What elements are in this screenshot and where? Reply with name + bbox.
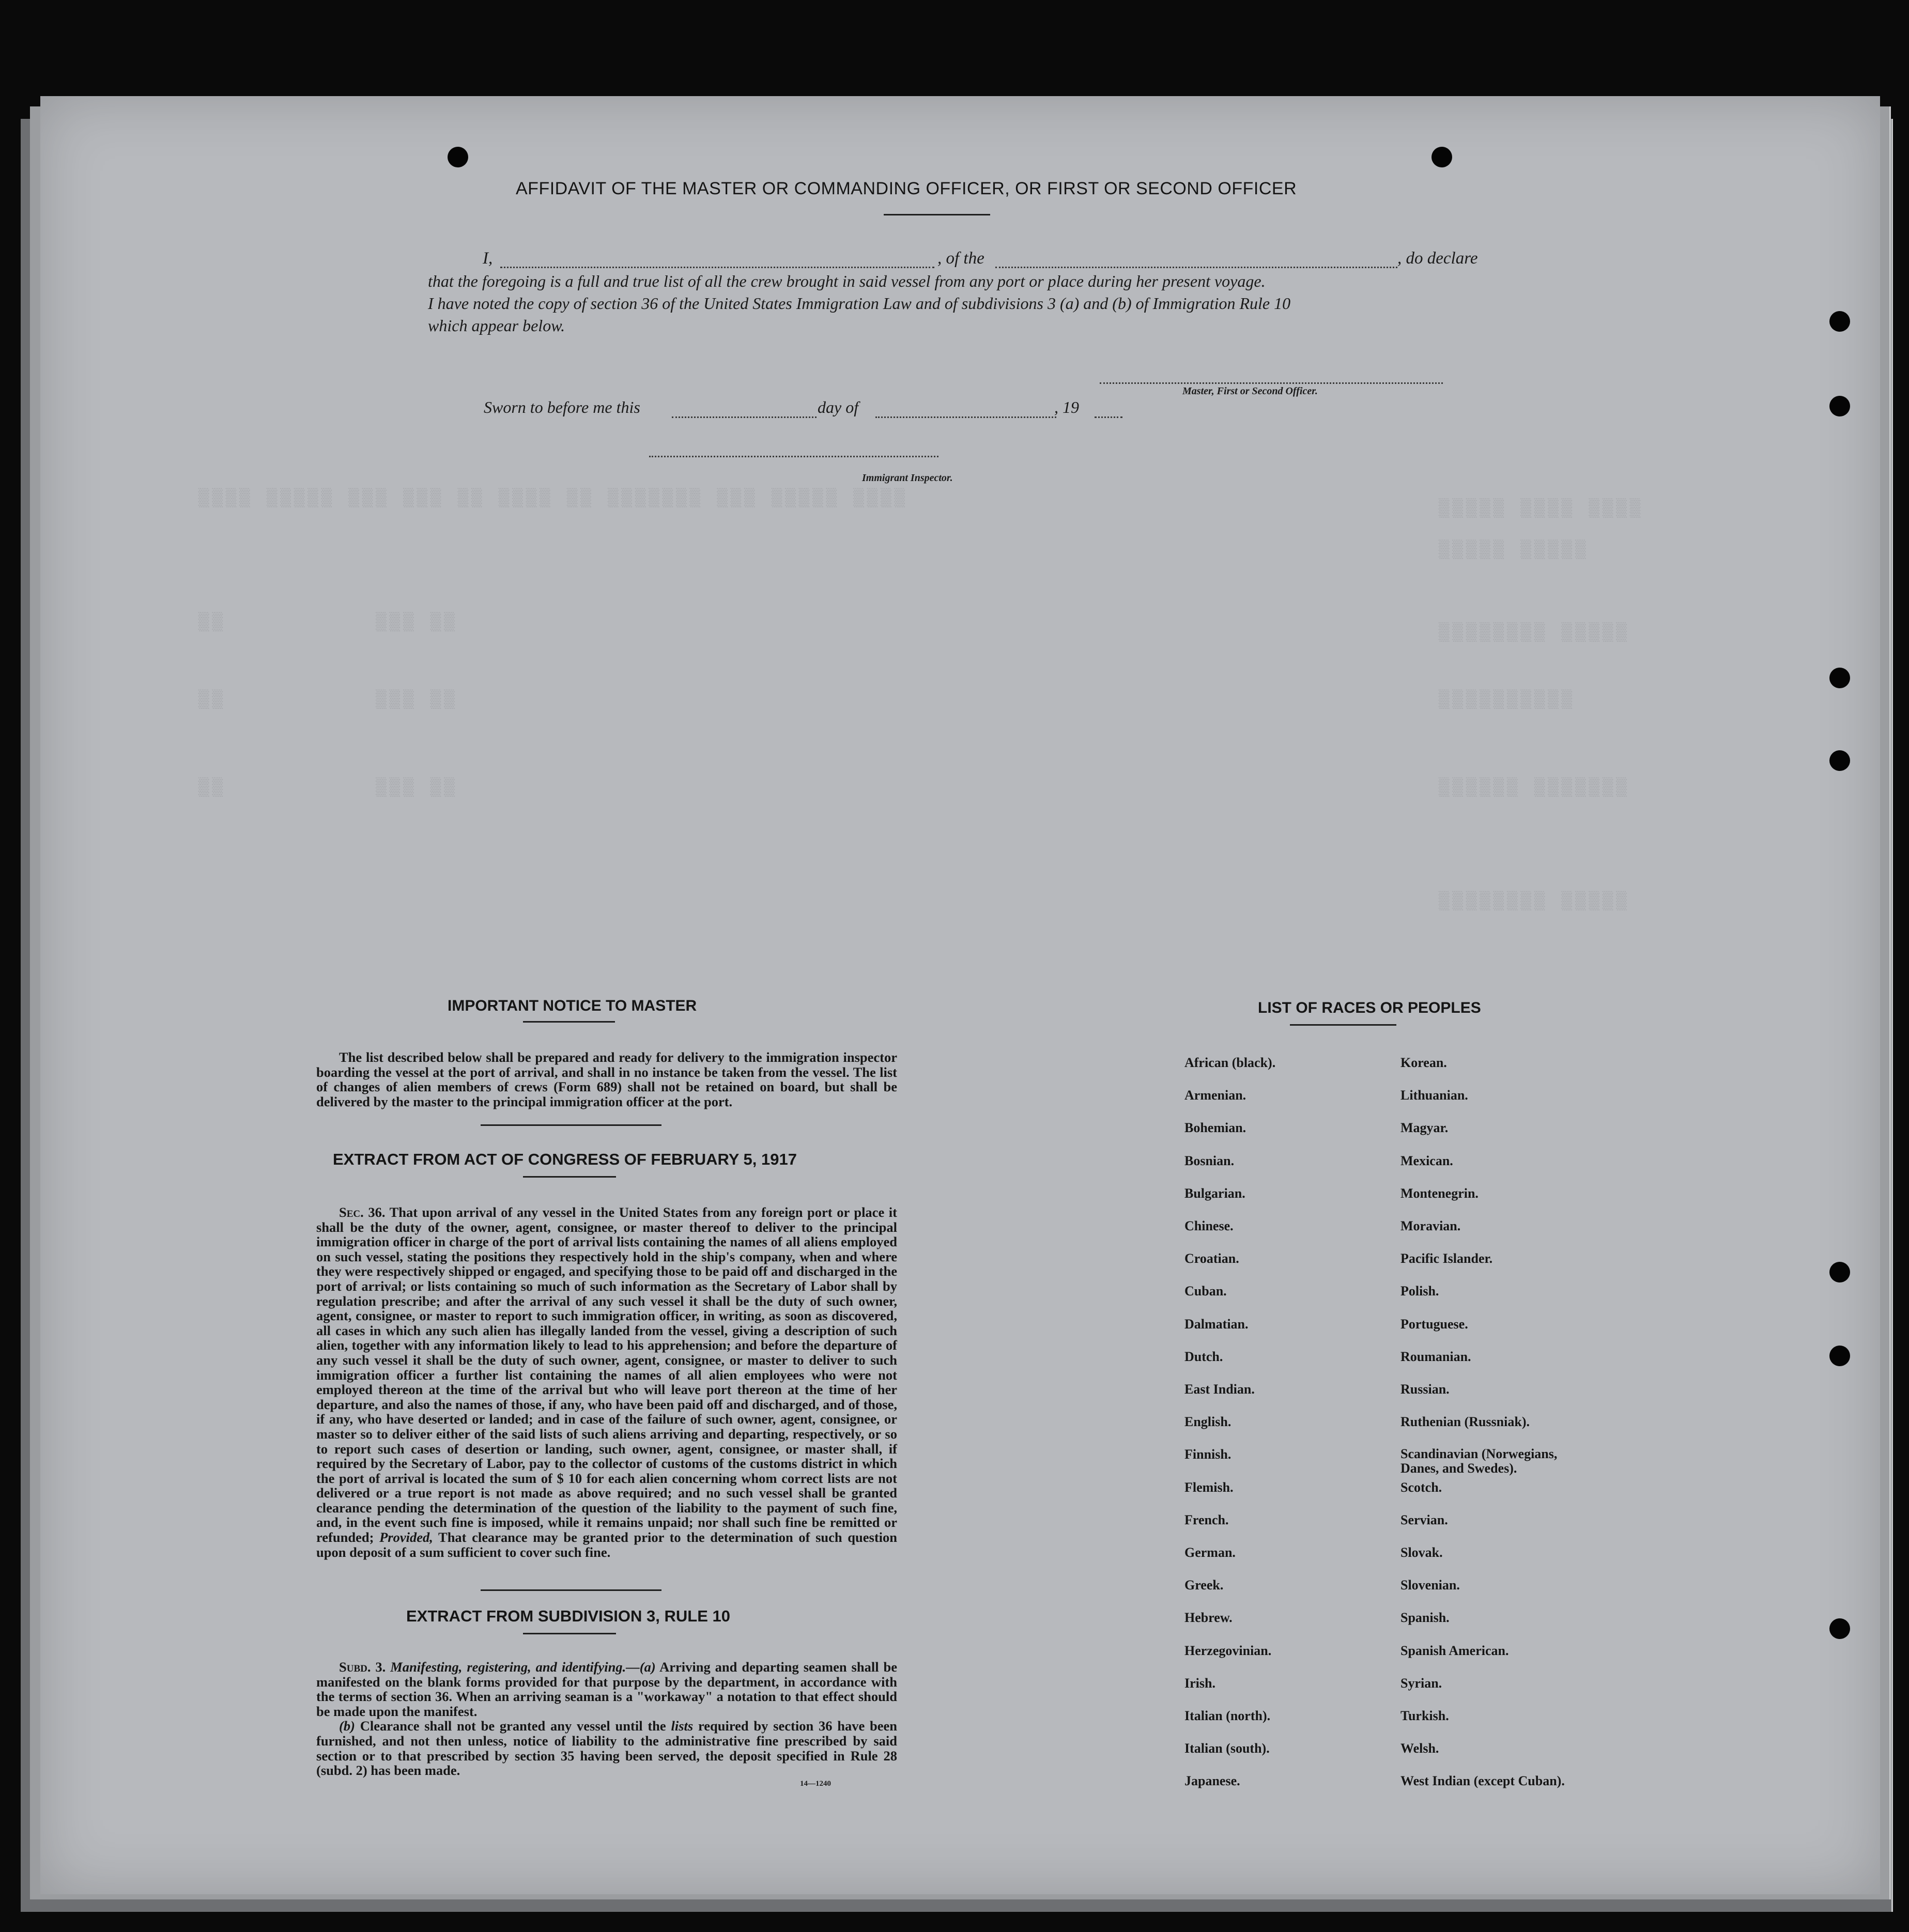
race-item: West Indian (except Cuban). xyxy=(1400,1773,1565,1789)
sworn-day-field[interactable] xyxy=(672,416,817,418)
punch-hole xyxy=(1829,311,1850,332)
race-item: Dutch. xyxy=(1184,1349,1223,1364)
race-item: Scandinavian (Norwegians, Danes, and Swedes). xyxy=(1400,1446,1558,1476)
race-item: African (black). xyxy=(1184,1055,1276,1070)
inspector-label: Immigrant Inspector. xyxy=(862,472,953,484)
rule10-heading-rule xyxy=(523,1633,616,1634)
races-heading-rule xyxy=(1290,1024,1396,1026)
officer-signature-field[interactable] xyxy=(1100,382,1443,384)
act-body xyxy=(316,1205,897,1559)
race-item: Spanish. xyxy=(1400,1610,1450,1626)
affidavit-line-2: that the foregoing is a full and true list of all the crew brought in said vessel from any port or place during her present voyage. xyxy=(428,272,1266,290)
race-item: Bulgarian. xyxy=(1184,1185,1245,1201)
vessel-name-field[interactable] xyxy=(995,267,1397,268)
affidavit-of-the: , of the xyxy=(937,249,984,268)
affidavit-do-declare: , do declare xyxy=(1397,249,1478,268)
race-item: Herzegovinian. xyxy=(1184,1643,1272,1658)
punch-hole xyxy=(1829,1618,1850,1639)
race-item: Scotch. xyxy=(1400,1479,1442,1495)
inspector-signature-field[interactable] xyxy=(649,456,938,457)
rule10-subd-label: Subd. 3. xyxy=(339,1659,386,1675)
punch-hole xyxy=(1829,1262,1850,1282)
notice-heading: IMPORTANT NOTICE TO MASTER xyxy=(448,997,697,1014)
form-number: 14—1240 xyxy=(800,1780,831,1788)
rule10-subd-title: Manifesting, registering, and identifying.—(a) xyxy=(390,1659,656,1675)
race-item: Greek. xyxy=(1184,1578,1224,1593)
notice-text: The list described below shall be prepared and ready for delivery to the immigration inspector boarding the vessel at the port of arrival, and shall in no instance be taken from the vessel. The list of changes of alien members of crews (Form 689) shall not be retained on board, but shall be delivered by the master to the principal immigration officer at the port. xyxy=(316,1049,897,1109)
bleed-through-texture: ▒▒ ▒▒▒ ▒▒ xyxy=(195,778,455,798)
punch-hole xyxy=(1829,750,1850,771)
bleed-through-texture: ▒▒ ▒▒▒ ▒▒ xyxy=(195,690,455,710)
race-item: Dalmatian. xyxy=(1184,1316,1249,1332)
race-item: Moravian. xyxy=(1400,1218,1461,1233)
race-item: Mexican. xyxy=(1400,1153,1453,1168)
race-item: French. xyxy=(1184,1512,1229,1527)
bleed-through-texture: ▒▒▒▒▒ ▒▒▒▒▒ xyxy=(1436,540,1586,560)
race-item: Slovak. xyxy=(1400,1545,1443,1560)
race-item: East Indian. xyxy=(1184,1382,1255,1397)
bleed-through-texture: ▒▒▒▒ ▒▒▒▒ ▒▒▒▒▒ xyxy=(1436,499,1641,519)
race-item: Flemish. xyxy=(1184,1479,1234,1495)
act-divider xyxy=(481,1589,661,1591)
race-item: Korean. xyxy=(1400,1055,1447,1070)
sworn-year-field[interactable] xyxy=(1095,416,1122,418)
race-item: Croatian. xyxy=(1184,1251,1239,1266)
races-heading: LIST OF RACES OR PEOPLES xyxy=(1258,999,1481,1016)
rule10-text-a: Arriving and departing seamen shall be manifested on the blank forms provided for that purpose by the department, in accordance with the terms of section 36. When an arriving seaman is a "workaway" a notation to that effect should be made upon the manifest. xyxy=(316,1659,897,1719)
race-item: Italian (north). xyxy=(1184,1708,1271,1723)
notice-heading-rule xyxy=(523,1021,615,1023)
rule10-lists: lists xyxy=(671,1718,694,1734)
bleed-through-texture: ▒▒▒▒▒ ▒▒▒▒▒▒▒▒ xyxy=(1436,892,1627,911)
race-item: Turkish. xyxy=(1400,1708,1449,1723)
punch-hole xyxy=(1829,668,1850,688)
race-item: Ruthenian (Russniak). xyxy=(1400,1414,1530,1430)
year-label: , 19 xyxy=(1054,398,1079,416)
race-item: Montenegrin. xyxy=(1400,1185,1479,1201)
day-of-label: day of xyxy=(818,398,859,416)
signature-label: Master, First or Second Officer. xyxy=(1182,385,1318,397)
punch-hole xyxy=(448,147,468,167)
race-item: Bohemian. xyxy=(1184,1120,1246,1136)
affidavit-line-4: which appear below. xyxy=(428,316,565,335)
race-item: Lithuanian. xyxy=(1400,1088,1468,1103)
race-item: Slovenian. xyxy=(1400,1578,1460,1593)
rule10-heading: EXTRACT FROM SUBDIVISION 3, RULE 10 xyxy=(406,1607,730,1625)
sworn-month-field[interactable] xyxy=(875,416,1056,418)
race-item: Cuban. xyxy=(1184,1284,1227,1299)
act-section-label: Sec. 36. xyxy=(339,1204,386,1220)
affidavit-i-label: I, xyxy=(483,249,493,268)
act-provided: Provided, xyxy=(379,1529,433,1545)
race-item: Irish. xyxy=(1184,1675,1215,1691)
punch-hole xyxy=(1829,1346,1850,1366)
race-item: Roumanian. xyxy=(1400,1349,1471,1364)
race-item: Finnish. xyxy=(1184,1447,1231,1462)
affidavit-title: AFFIDAVIT OF THE MASTER OR COMMANDING OFFICER, OR FIRST OR SECOND OFFICER xyxy=(516,179,1297,198)
act-text-b: That clearance may be granted prior to the determination of such question upon deposit of a sum sufficient to cover such fine. xyxy=(316,1529,897,1560)
race-item: Japanese. xyxy=(1184,1773,1240,1789)
race-item: Syrian. xyxy=(1400,1675,1442,1691)
rule10-text-b1: Clearance shall not be granted any vessel until the xyxy=(360,1718,666,1734)
race-item: Portuguese. xyxy=(1400,1316,1468,1332)
race-item: Welsh. xyxy=(1400,1741,1439,1756)
race-item: German. xyxy=(1184,1545,1236,1560)
affidavit-title-rule xyxy=(884,214,990,215)
race-item: Russian. xyxy=(1400,1382,1450,1397)
bleed-through-texture: ▒▒▒▒▒▒▒ ▒▒▒▒▒▒ xyxy=(1436,778,1627,798)
race-item: Chinese. xyxy=(1184,1218,1234,1233)
race-item: Spanish American. xyxy=(1400,1643,1509,1658)
race-item: Magyar. xyxy=(1400,1120,1449,1136)
race-item: Servian. xyxy=(1400,1512,1448,1527)
bleed-through-texture: ▒▒ ▒▒▒ ▒▒ xyxy=(195,613,455,632)
rule10-text-b2: required by section 36 have been furnished, and not then unless, notice of liability to the administrative fine prescribed by said section or to that prescribed by section 35 having been served, the deposit specified in Rule 28 (subd. 2) has been made. xyxy=(316,1718,898,1779)
bleed-through-texture: ▒▒▒▒ ▒▒▒▒▒ ▒▒▒ ▒▒▒▒▒▒▒ ▒▒ ▒▒▒▒ ▒▒ ▒▒▒ ▒▒▒ ▒▒▒▒▒ ▒▒▒▒ xyxy=(195,489,905,508)
document-page xyxy=(40,96,1880,1894)
punch-hole xyxy=(1829,396,1850,416)
notice-body xyxy=(316,1050,897,1109)
race-item: Italian (south). xyxy=(1184,1741,1270,1756)
punch-hole xyxy=(1431,147,1452,167)
bleed-through-texture: ▒▒▒▒▒▒▒▒▒▒ xyxy=(1436,690,1573,710)
master-name-field[interactable] xyxy=(500,267,934,268)
sworn-label: Sworn to before me this xyxy=(484,398,640,416)
rule10-b-label: (b) xyxy=(339,1718,355,1734)
race-item: Bosnian. xyxy=(1184,1153,1235,1168)
notice-divider xyxy=(481,1124,661,1126)
act-heading-rule xyxy=(523,1176,616,1178)
race-item: English. xyxy=(1184,1414,1231,1430)
race-item: Polish. xyxy=(1400,1284,1439,1299)
act-heading: EXTRACT FROM ACT OF CONGRESS OF FEBRUARY 5, 1917 xyxy=(333,1150,797,1168)
rule10-body xyxy=(316,1660,897,1778)
act-text-a: That upon arrival of any vessel in the United States from any foreign port or place it shall be the duty of the owner, agent, consignee, or master thereof to deliver to the principal immigration officer in charge of the port of arrival lists containing the names of all aliens employed on such vessel, stating the positions they respectively hold in the ship's company, when and where they were respectively shipped or engaged, and specifying those to be paid off and discharged in the port of arrival; or lists containing so much of such information as the Secretary of Labor shall by regulation prescribe; and after the arrival of any such vessel it shall be the duty of such owner, agent, consignee, or master to report to such immigration officer, in writing, as soon as discovered, all cases in which any such alien has illegally landed from the vessel, giving a description of such alien, together with any information likely to lead to his apprehension; and before the departure of any such vessel it shall be the duty of such owner, agent, consignee, or master to deliver to such immigration officer a further list containing the names of all alien employees who were not employed thereon at the time of the arrival but who will leave port thereon at the time of her departure, and also the names of those, if any, who have been paid off and discharged, and of those, if any, who have deserted or landed; and in case of the failure of such owner, agent, consignee, or master so to deliver either of the said lists of such aliens arriving and departing, respectively, or so to report such cases of desertion or landing, such owner, agent, consignee, or master shall, if required by the Secretary of Labor, pay to the collector of customs of the customs district in which the port of arrival is located the sum of $ 10 for each alien concerning whom correct lists are not delivered or a true report is not made as above required; and no such vessel shall be granted clearance pending the determination of the question of the liability to the payment of such fine, and, in the event such fine is imposed, while it remains unpaid; nor shall such fine be remitted or refunded; xyxy=(316,1204,897,1545)
race-item: Hebrew. xyxy=(1184,1610,1233,1626)
affidavit-line-3: I have noted the copy of section 36 of the United States Immigration Law and of subdivisions 3 (a) and (b) of Immigration Rule 10 xyxy=(428,294,1291,313)
race-item: Pacific Islander. xyxy=(1400,1251,1493,1266)
race-item: Armenian. xyxy=(1184,1088,1246,1103)
bleed-through-texture: ▒▒▒▒▒ ▒▒▒▒▒▒▒▒ xyxy=(1436,623,1627,643)
